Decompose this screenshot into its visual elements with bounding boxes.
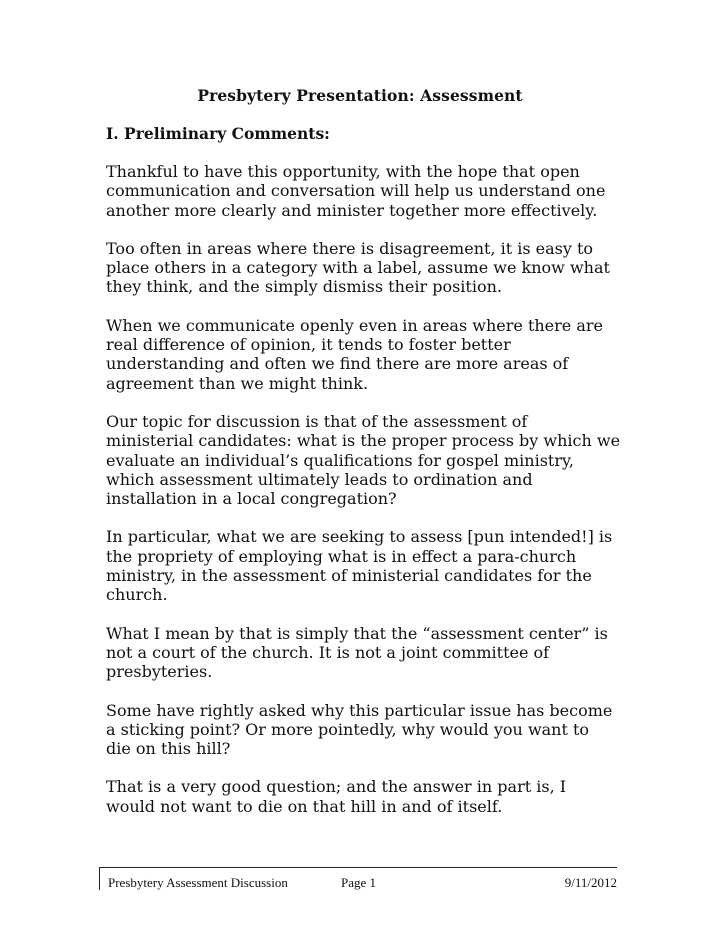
paragraph-line: In particular, what we are seeking to assess [pun intended!] is — [106, 527, 613, 547]
paragraph — [106, 527, 626, 604]
paragraph-line: Thankful to have this opportunity, with the hope that open — [106, 162, 580, 181]
paragraph — [106, 624, 626, 682]
paragraph-line: communication and conversation will help us understand one — [106, 181, 606, 201]
paragraph-line: die on this hill? — [106, 739, 231, 759]
paragraph — [106, 412, 626, 508]
paragraph-line: When we communicate openly even in areas where there are — [106, 315, 603, 335]
paragraph-line: Our topic for discussion is that of the assessment of — [106, 411, 528, 431]
paragraph-line: evaluate an individual’s qualifications for gospel ministry, — [106, 450, 575, 470]
paragraph-line: real difference of opinion, it tends to foster better — [106, 335, 511, 355]
paragraph-line: another more clearly and minister together more effectively. — [106, 200, 598, 220]
paragraph — [106, 316, 626, 393]
document-title: Presbytery Presentation: Assessment — [197, 86, 523, 105]
paragraph-line: church. — [106, 585, 168, 605]
paragraph — [106, 239, 626, 297]
paragraph-line: a sticking point? Or more pointedly, why would you want to — [106, 719, 590, 739]
footer-page-number: Page 1 — [341, 875, 377, 890]
paragraph — [106, 162, 626, 220]
paragraph-line: ministry, in the assessment of ministerial candidates for the — [106, 566, 592, 586]
footer-document-name: Presbytery Assessment Discussion — [108, 875, 288, 890]
paragraph-line: they think, and the simply dismiss their position. — [106, 277, 502, 297]
paragraph-line: would not want to die on that hill in and of itself. — [106, 796, 503, 816]
paragraph-line: understanding and often we find there are more areas of — [106, 354, 569, 374]
paragraph-line: place others in a category with a label, assume we know what — [106, 258, 610, 278]
page-footer — [99, 867, 617, 890]
section-heading: I. Preliminary Comments: — [106, 124, 330, 143]
paragraph-line: installation in a local congregation? — [106, 489, 397, 509]
footer-date: 9/11/2012 — [564, 875, 617, 890]
paragraph — [106, 777, 626, 816]
body-text — [106, 162, 626, 835]
paragraph-line: Some have rightly asked why this particular issue has become — [106, 700, 613, 720]
paragraph-line: which assessment ultimately leads to ordination and — [106, 469, 533, 489]
paragraph-line: Too often in areas where there is disagreement, it is easy to — [106, 238, 594, 258]
paragraph — [106, 701, 626, 759]
paragraph-line: not a court of the church. It is not a joint committee of — [106, 642, 550, 662]
paragraph-line: presbyteries. — [106, 662, 213, 682]
paragraph-line: ministerial candidates: what is the proper process by which we — [106, 431, 621, 451]
paragraph-line: What I mean by that is simply that the “assessment center” is — [106, 623, 608, 643]
paragraph-line: That is a very good question; and the answer in part is, I — [106, 777, 567, 797]
paragraph-line: agreement than we might think. — [106, 373, 369, 393]
paragraph-line: the propriety of employing what is in effect a para-church — [106, 546, 577, 566]
